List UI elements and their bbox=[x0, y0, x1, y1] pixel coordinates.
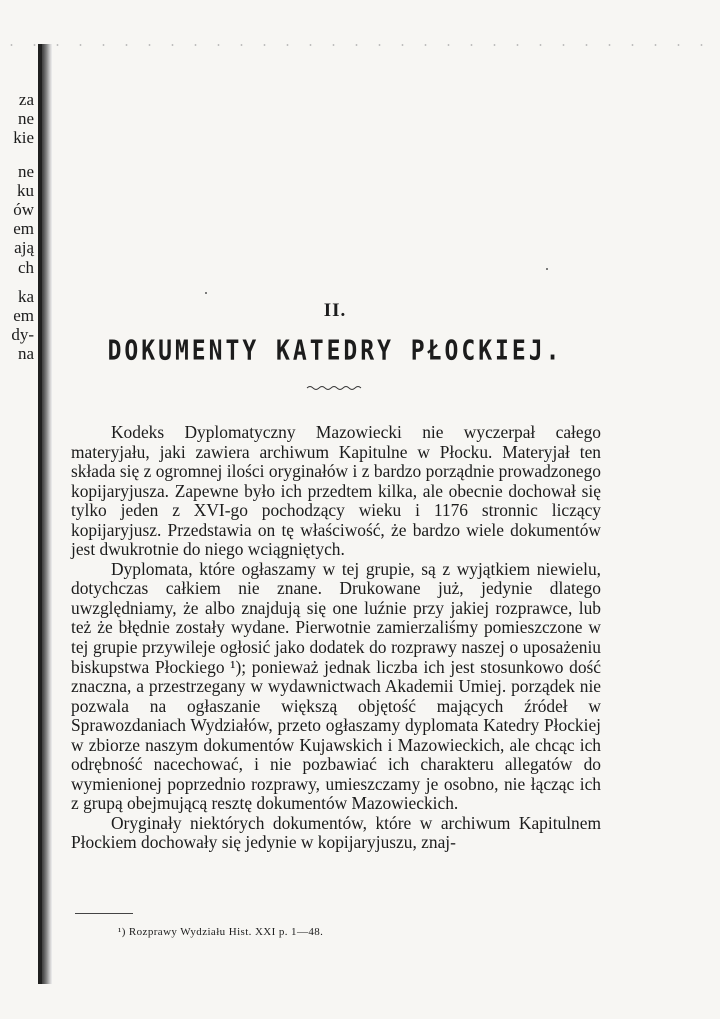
bleed-fragment: ów bbox=[13, 200, 34, 220]
scan-speck bbox=[205, 292, 207, 294]
bleed-fragment: dy- bbox=[11, 325, 34, 345]
bleed-fragment: za bbox=[18, 90, 34, 109]
chapter-heading bbox=[100, 300, 570, 397]
chapter-number: II. bbox=[323, 300, 347, 321]
bleed-fragment: na bbox=[17, 344, 34, 364]
bleed-fragment: em bbox=[13, 306, 34, 326]
bleed-fragment: ają bbox=[14, 238, 34, 258]
body-text bbox=[71, 423, 601, 853]
bleed-fragment: kie bbox=[13, 128, 34, 148]
paragraph: Kodeks Dyplomatyczny Mazowiecki nie wyczerpał całego materyjału, jaki zawiera archiwum Kapitulne w Płocku. Materyjał ten składa się z ogromnej ilości oryginałów i z bardzo porządnie prowadzonego kopijaryjusza. Zapewne było ich przedtem kilka, ale obecnie dochował się tylko jeden z XVI-go pochodzący wieku i 1176 stronnic liczący kopijaryjusz. Przedstawia on tę właściwość, że bardzo wiele dokumentów jest dwukrotnie do niego wciągniętych. bbox=[71, 422, 601, 560]
scan-speck bbox=[546, 268, 548, 270]
footnote: ¹) Rozprawy Wydziału Hist. XXI p. 1—48. bbox=[118, 926, 324, 938]
book-spine-shadow bbox=[38, 44, 52, 984]
paragraph: Dyplomata, które ogłaszamy w tej grupie, są z wyjątkiem niewielu, dotychczas całkiem nie znane. Drukowane już, jedynie dlatego uwzględniamy, że albo znajdują się one luźnie przy jakiej rozprawce, lub też że błędnie zostały wydane. Pierwotnie zamierzaliśmy pomieszczone w tej grupie przywileje ogłosić jako dodatek do rozprawy naszej o uposażeniu biskupstwa Płockiego ¹); ponieważ jednak liczba ich jest stosunkowo dość znaczna, a przestrzegany w wydawnictwach Akademii Umiej. porządek nie pozwala na ogłaszanie większą objętość mających źródeł w Sprawozdaniach Wydziałów, przeto ogłaszamy dyplomata Katedry Płockiej w zbiorze naszym dokumentów Kujawskich i Mazowieckich, ale chcąc ich odrębność nacechować, i nie pozbawiać ich charakteru allegatów do wymienionej poprzednio rozprawy, umieszczamy je osobno, nie łącząc ich z grupą obejmującą resztę dokumentów Mazowieckich. bbox=[71, 558, 601, 814]
bleed-fragment: ne bbox=[17, 161, 34, 181]
bleed-fragment: ka bbox=[17, 286, 34, 306]
chapter-title: DOKUMENTY KATEDRY PŁOCKIEJ. bbox=[107, 336, 563, 367]
footnote-separator bbox=[75, 913, 133, 914]
bleed-fragment: ku bbox=[17, 180, 34, 200]
previous-page-bleed bbox=[0, 90, 34, 364]
bleed-fragment: ne bbox=[17, 109, 34, 129]
ornament-rule-icon bbox=[305, 384, 365, 392]
bleed-fragment: em bbox=[13, 219, 34, 239]
scan-dot-line bbox=[0, 44, 720, 46]
bleed-fragment: ch bbox=[17, 257, 34, 277]
paragraph: Oryginały niektórych dokumentów, które w archiwum Kapitulnem Płockiem dochowały się jedynie w kopijaryjuszu, znaj- bbox=[71, 812, 601, 853]
